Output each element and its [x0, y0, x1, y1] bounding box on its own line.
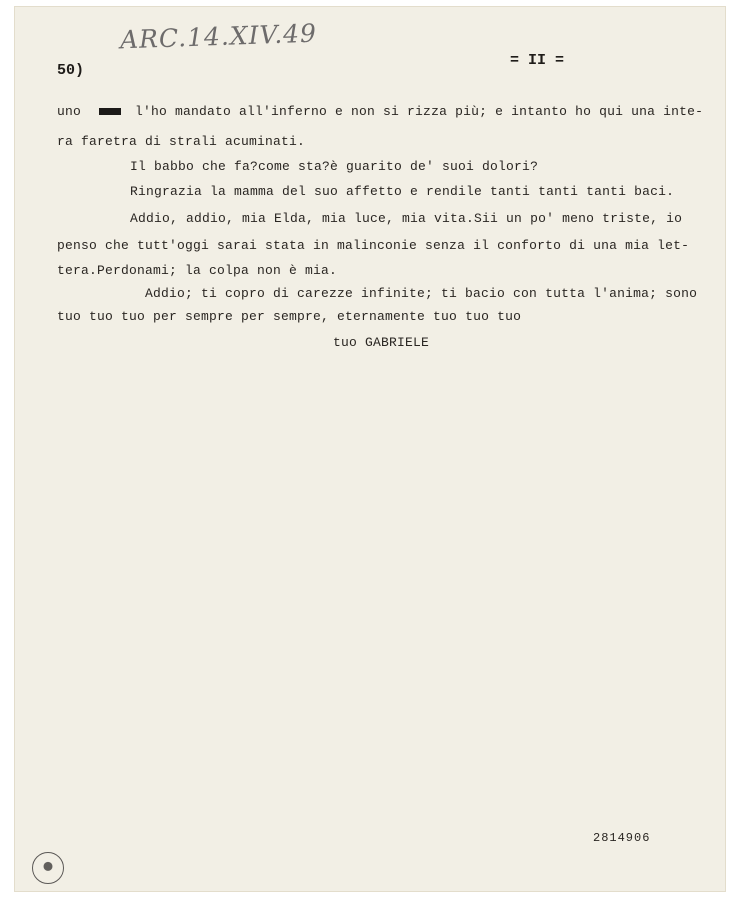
signature: tuo GABRIELE: [333, 335, 430, 350]
letter-line-2: ra faretra di strali acuminati.: [57, 134, 306, 149]
line-rest: l'ho mandato all'inferno e non si rizza più; e intanto ho qui una inte-: [135, 104, 704, 119]
letter-line-7: tera.Perdonami; la colpa non è mia.: [57, 263, 338, 278]
archive-stamp-icon: [32, 852, 64, 884]
letter-line-9: tuo tuo tuo per sempre per sempre, eternamente tuo tuo tuo: [57, 309, 522, 324]
page-number: = II =: [510, 52, 565, 69]
letter-line-6: penso che tutt'oggi sarai stata in malinconie senza il conforto di una mia let-: [57, 238, 690, 253]
archive-code-annotation: ARC.14.XIV.49: [119, 18, 318, 55]
letter-line-4: Ringrazia la mamma del suo affetto e rendile tanti tanti tanti baci.: [130, 184, 675, 199]
struck-out-word: [99, 108, 121, 115]
letter-line-1: [57, 104, 703, 120]
document-number: 50): [57, 62, 85, 79]
line-start-word: uno: [57, 104, 82, 119]
letter-line-5: Addio, addio, mia Elda, mia luce, mia vita.Sii un po' meno triste, io: [130, 211, 683, 226]
inventory-number: 2814906: [593, 831, 651, 845]
letter-line-8: Addio; ti copro di carezze infinite; ti bacio con tutta l'anima; sono: [145, 286, 698, 301]
letter-line-3: Il babbo che fa?come sta?è guarito de' suoi dolori?: [130, 159, 539, 174]
